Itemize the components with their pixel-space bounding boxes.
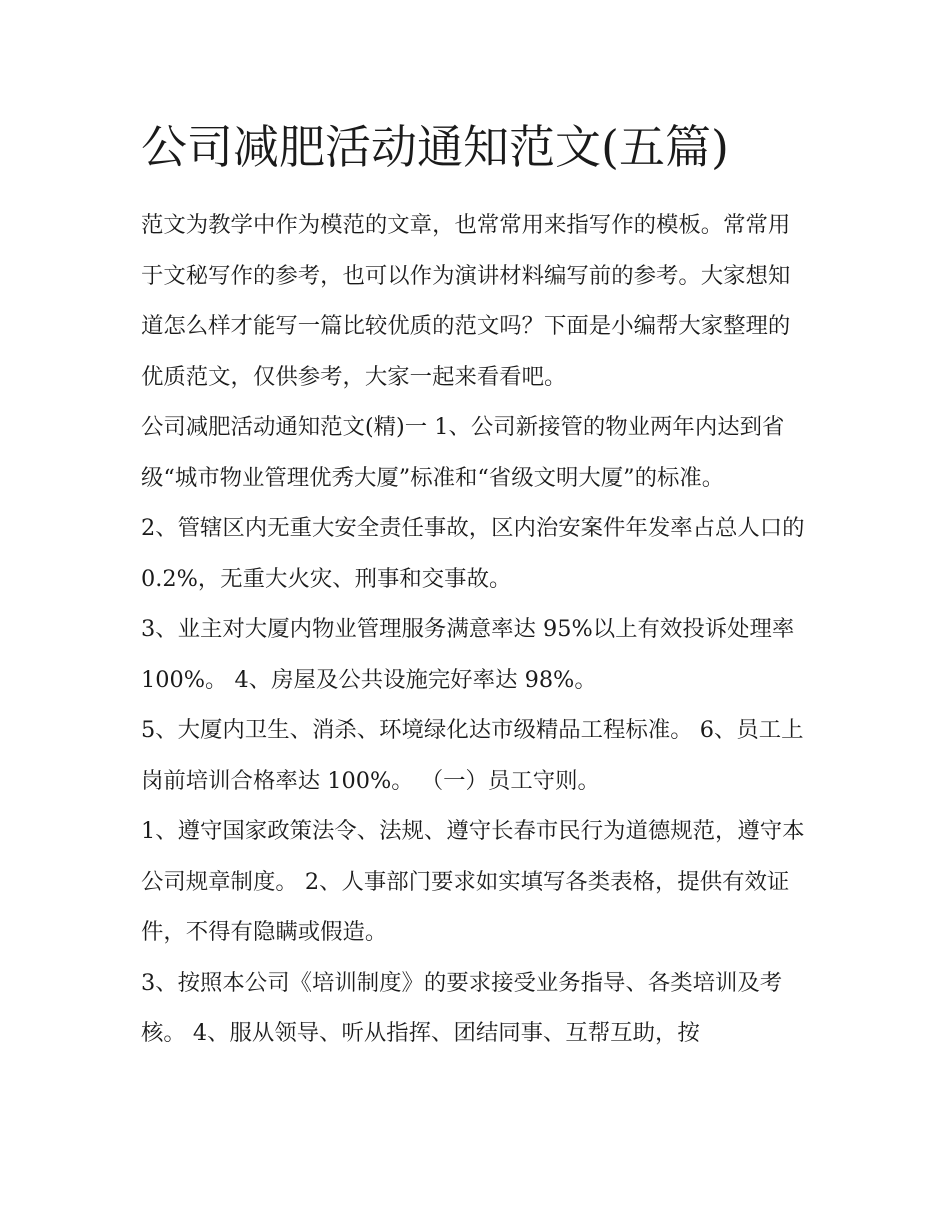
paragraph-intro: 范文为教学中作为模范的文章，也常常用来指写作的模板。常常用于文秘写作的参考，也可以作为演讲材料编写前的参考。大家想知道怎么样才能写一篇比较优质的范文吗？下面是小编帮大家整理的优质范文，仅供参考，大家一起来看看吧。 xyxy=(141,212,791,390)
paragraph-rules-3-4: 3、按照本公司《培训制度》的要求接受业务指导、各类培训及考核。 4、服从领导、听从指挥、团结同事、互帮互助，按 xyxy=(141,969,783,1046)
document-title: 公司减肥活动通知范文(五篇) xyxy=(141,120,729,174)
paragraph-rules-1-2: 1、遵守国家政策法令、法规、遵守长春市民行为道德规范，遵守本公司规章制度。 2、人事部门要求如实填写各类表格，提供有效证件，不得有隐瞒或假造。 xyxy=(141,818,805,945)
document-body xyxy=(141,200,811,1059)
paragraph-goal-1: 公司减肥活动通知范文(精)一 1、公司新接管的物业两年内达到省级“城市物业管理优秀大厦”标准和“省级文明大厦”的标准。 xyxy=(141,414,785,491)
paragraph-goal-5-6: 5、大厦内卫生、消杀、环境绿化达市级精品工程标准。 6、员工上岗前培训合格率达 100%。 （一）员工守则。 xyxy=(141,717,804,794)
paragraph-goal-2: 2、管辖区内无重大安全责任事故，区内治安案件年发率占总人口的 0.2%，无重大火灾、刑事和交事故。 xyxy=(141,515,805,592)
paragraph-goal-3-4: 3、业主对大厦内物业管理服务满意率达 95%以上有效投诉处理率 100%。 4、房屋及公共设施完好率达 98%。 xyxy=(141,616,795,693)
